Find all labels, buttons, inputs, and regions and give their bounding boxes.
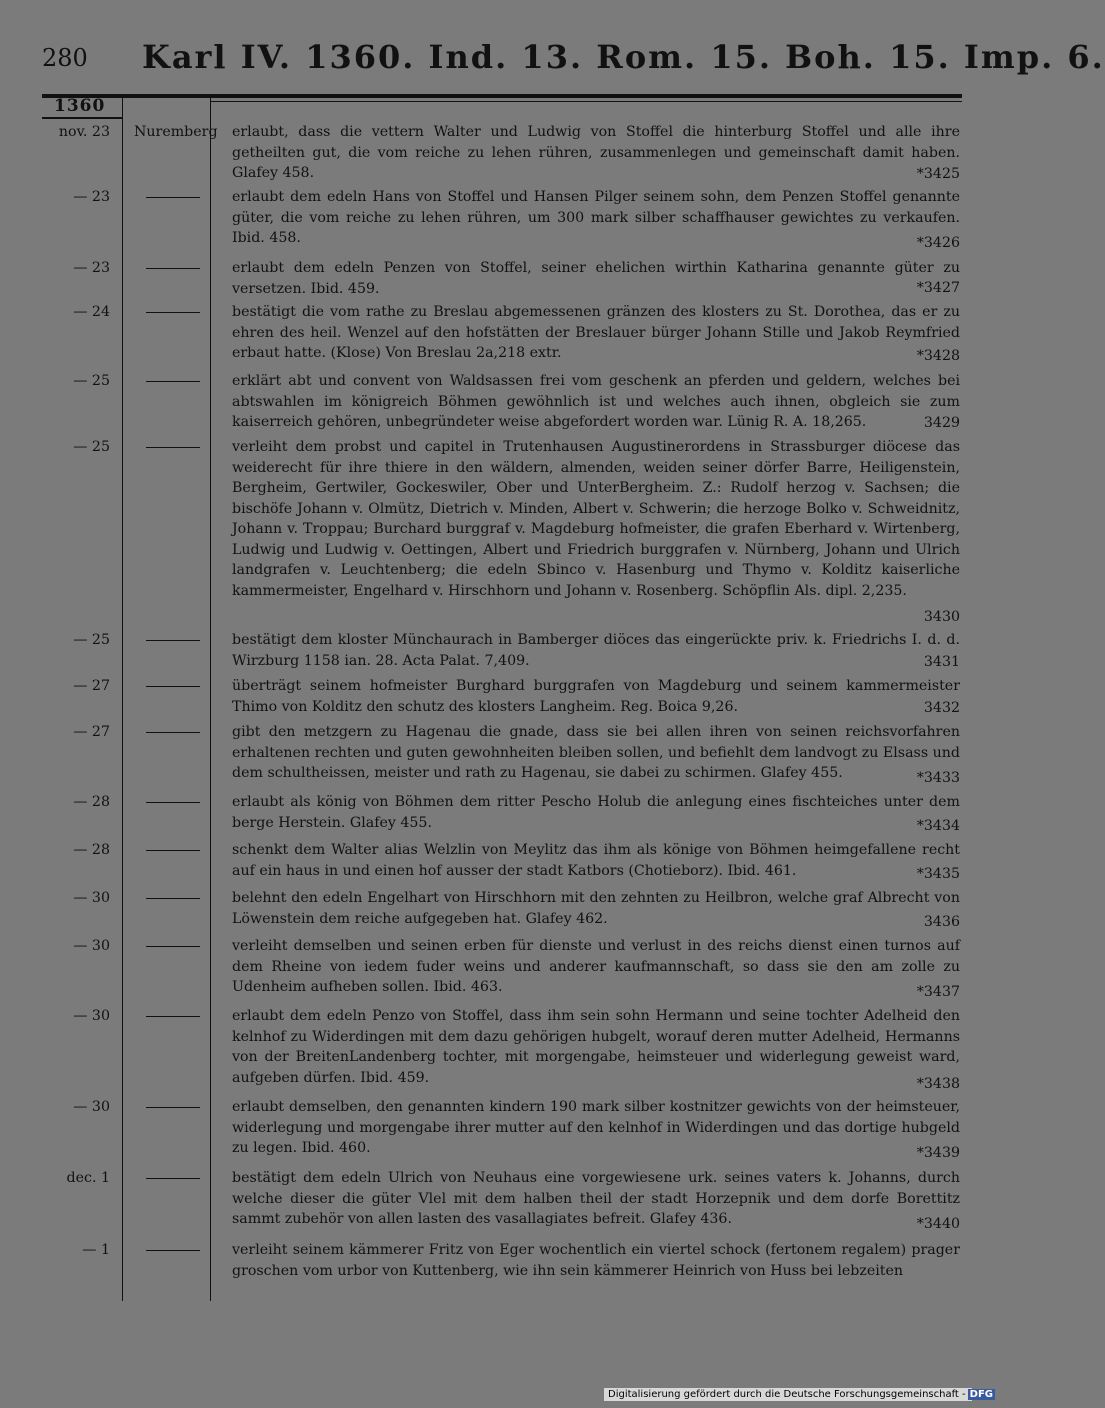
register-entry (42, 722, 962, 788)
ditto-rule (146, 898, 200, 899)
register-entry (42, 888, 962, 932)
register-entry (42, 1240, 962, 1300)
header-rule (42, 94, 962, 98)
entry-number: *3426 (916, 234, 960, 251)
entry-number: 3432 (923, 699, 960, 716)
ditto-rule (146, 447, 200, 448)
entry-date: — 25 (73, 373, 110, 389)
ditto-rule (146, 1250, 200, 1251)
register-entry (42, 371, 962, 433)
entry-date: — 1 (82, 1242, 110, 1258)
entry-text: bestätigt dem edeln Ulrich von Neuhaus eine vorgewiesene urk. seines vaters k. Johanns, durch welche dieser die güter Vlel mit dem halben theil der stadt Horzepnik und dem dorfe Borettitz sammt zubehör von allen lasten des vasallagiates befreit. Glafey 436. (232, 1170, 960, 1227)
entry-text: belehnt den edeln Engelhart von Hirschhorn mit den zehnten zu Heilbron, welche graf Albrecht von Löwenstein dem reiche aufgegeben hat. Glafey 462. (232, 890, 960, 927)
entry-text: erklärt abt und convent von Waldsassen frei vom geschenk an pferden und geldern, welches bei abtswahlen im königreich Böhmen gewöhnlich ist und welches auch ihnen, obgleich sie zum kaiserreich gehören, unbegründeter weise abgefordert worden war. Lünig R. A. 18,265. (232, 373, 960, 430)
entry-date: dec. 1 (66, 1170, 110, 1186)
register-entry (42, 258, 962, 298)
register-entry (42, 122, 962, 184)
page-number: 280 (42, 44, 88, 72)
entry-date: — 30 (73, 938, 110, 954)
running-title: Karl IV. 1360. Ind. 13. Rom. 15. Boh. 15. Imp. 6. (142, 38, 1105, 76)
entry-text: überträgt seinem hofmeister Burghard burggrafen von Magdeburg und seinem kammermeister Thimo von Kolditz den schutz des klosters Langheim. Reg. Boica 9,26. (232, 678, 960, 715)
entry-date: — 30 (73, 1099, 110, 1115)
entry-text: verleiht seinem kämmerer Fritz von Eger wochentlich ein viertel schock (fertonem regalem) prager groschen vom urbor von Kuttenberg, wie ihn sein kämmerer Heinrich von Huss bei lebzeiten (232, 1242, 960, 1279)
register-entry (42, 302, 962, 366)
entry-text: gibt den metzgern zu Hagenau die gnade, dass sie bei allen ihren von seinen reichsvorfahren erhaltenen rechten und guten gewohnheiten bleiben sollen, und befiehlt dem landvogt zu Elsass und dem schultheissen, meister und rath zu Hagenau, sie dabei zu schirmen. Glafey 455. (232, 724, 960, 781)
entry-text: erlaubt als könig von Böhmen dem ritter Pescho Holub die anlegung eines fischteiches unter dem berge Herstein. Glafey 455. (232, 794, 960, 831)
entry-date: — 23 (73, 260, 110, 276)
register-entry (42, 936, 962, 1002)
entry-text: erlaubt dem edeln Hans von Stoffel und Hansen Pilger seinem sohn, dem Penzen Stoffel genannte güter, die vom reiche zu lehen rühren, um 300 mark silber schaffhauser gewichtes zu verkaufen. Ibid. 458. (232, 189, 960, 246)
entry-date: — 30 (73, 890, 110, 906)
entry-number: *3427 (916, 279, 960, 296)
entry-date: — 28 (73, 794, 110, 810)
register-entry (42, 1168, 962, 1234)
ditto-rule (146, 850, 200, 851)
header-rule-thin (210, 101, 962, 102)
year-rule (42, 117, 122, 119)
register-entry (42, 1097, 962, 1163)
ditto-rule (146, 732, 200, 733)
entry-number: *3439 (916, 1144, 960, 1161)
entry-number: 3430 (923, 608, 960, 625)
register-entry (42, 676, 962, 718)
entry-number: 3429 (923, 414, 960, 431)
entry-text: erlaubt dem edeln Penzen von Stoffel, seiner ehelichen wirthin Katharina genannte güter zu versetzen. Ibid. 459. (232, 260, 960, 297)
entry-text: bestätigt dem kloster Münchaurach in Bamberger diöces das eingerückte priv. k. Friedrichs I. d. d. Wirzburg 1158 ian. 28. Acta Palat. 7,409. (232, 632, 960, 669)
entry-number: *3425 (916, 165, 960, 182)
register-entry (42, 840, 962, 884)
ditto-rule (146, 640, 200, 641)
entry-text: bestätigt die vom rathe zu Breslau abgemessenen gränzen des klosters zu St. Dorothea, das er zu ehren des heil. Wenzel auf den hofstätten der Breslauer bürger Johann Stille und Jakob Reymfried erbaut hatte. (Klose) Von Breslau 2a,218 extr. (232, 304, 960, 361)
entry-text: erlaubt, dass die vettern Walter und Ludwig von Stoffel die hinterburg Stoffel und alle ihre getheilten gut, die vom reiche zu lehen rühren, zusammenlegen und gemeinschaft damit haben. Glafey 458. (232, 124, 960, 181)
ditto-rule (146, 1016, 200, 1017)
register-entry (42, 437, 962, 627)
ditto-rule (146, 802, 200, 803)
ditto-rule (146, 946, 200, 947)
entry-date: — 25 (73, 632, 110, 648)
entry-number: *3433 (916, 769, 960, 786)
entry-date: — 27 (73, 724, 110, 740)
funding-footer (604, 1388, 993, 1401)
ditto-rule (146, 268, 200, 269)
entry-date: — 30 (73, 1008, 110, 1024)
entry-text: erlaubt demselben, den genannten kindern 190 mark silber kostnitzer gewichts von der heimsteuer, widerlegung und morgengabe ihrer mutter auf den kelnhof in Widerdingen und das dortige hubgeld zu legen. Ibid. 460. (232, 1099, 960, 1156)
footer-text: Digitalisierung gefördert durch die Deutsche Forschungsgemeinschaft - (608, 1389, 966, 1400)
register-entry (42, 792, 962, 836)
entry-date: — 24 (73, 304, 110, 320)
entry-number: 3436 (923, 913, 960, 930)
ditto-rule (146, 197, 200, 198)
entry-date: — 27 (73, 678, 110, 694)
entry-number: *3434 (916, 817, 960, 834)
entry-date: — 23 (73, 189, 110, 205)
entry-number: *3435 (916, 865, 960, 882)
ditto-rule (146, 381, 200, 382)
ditto-rule (146, 1107, 200, 1108)
entry-number: *3438 (916, 1075, 960, 1092)
entry-text: verleiht dem probst und capitel in Trutenhausen Augustinerordens in Strassburger diöcese das weiderecht für ihre thiere in den wäldern, almenden, weiden seiner dörfer Barre, Heiligenstein, Bergheim, Gertwiler, Gockeswiler, Ober und UnterBergheim. Z.: Rudolf herzog v. Sachsen; die bischöfe Johann v. Olmütz, Dietrich v. Minden, Albert v. Schwerin; die herzoge Bolko v. Schweidnitz, Johann v. Troppau; Burchard burggraf v. Magdeburg hofmeister, die grafen Eberhard v. Wirtenberg, Ludwig und Ludwig v. Oettingen, Albert und Friedrich burggrafen v. Nürnberg, Johann und Ulrich landgrafen v. Leuchtenberg; die edeln Sbinco v. Hasenburg und Thymo v. Kolditz kaiserliche kammermeister, Engelhard v. Hirschhorn und Johann v. Rosenberg. Schöpflin Als. dipl. 2,235. (232, 439, 960, 599)
entry-text: erlaubt dem edeln Penzo von Stoffel, dass ihm sein sohn Hermann und seine tochter Adelheid den kelnhof zu Widerdingen mit dem dazu gehörigen hubgelt, worauf deren mutter Adelheid, Hermanns von der BreitenLandenberg tochter, mit morgengabe, heimsteuer und widerlegung geweist ward, aufgeben dürfen. Ibid. 459. (232, 1008, 960, 1086)
entry-number: *3440 (916, 1215, 960, 1232)
ditto-rule (146, 686, 200, 687)
entry-number: *3437 (916, 983, 960, 1000)
register-entry (42, 1006, 962, 1094)
entry-text: verleiht demselben und seinen erben für dienste und verlust in des reichs dienst einen turnos auf dem Rheine von iedem fuder weins und anderer kaufmannschaft, so dass sie den am zolle zu Udenheim aufheben sollen. Ibid. 463. (232, 938, 960, 995)
ditto-rule (146, 1178, 200, 1179)
entry-number: *3428 (916, 347, 960, 364)
entry-place: Nuremberg (134, 124, 218, 140)
ditto-rule (146, 312, 200, 313)
entry-number: 3431 (923, 653, 960, 670)
dfg-logo: DFG (969, 1389, 993, 1400)
register-entry (42, 187, 962, 253)
entry-text: schenkt dem Walter alias Welzlin von Meylitz das ihm als könige von Böhmen heimgefallene recht auf ein haus in und einen hof ausser der stadt Katbors (Chotieborz). Ibid. 461. (232, 842, 960, 879)
year-label: 1360 (54, 96, 106, 116)
register-entry (42, 630, 962, 672)
entry-date: — 25 (73, 439, 110, 455)
entry-date: nov. 23 (58, 124, 110, 140)
entry-date: — 28 (73, 842, 110, 858)
page-header (42, 38, 1105, 84)
